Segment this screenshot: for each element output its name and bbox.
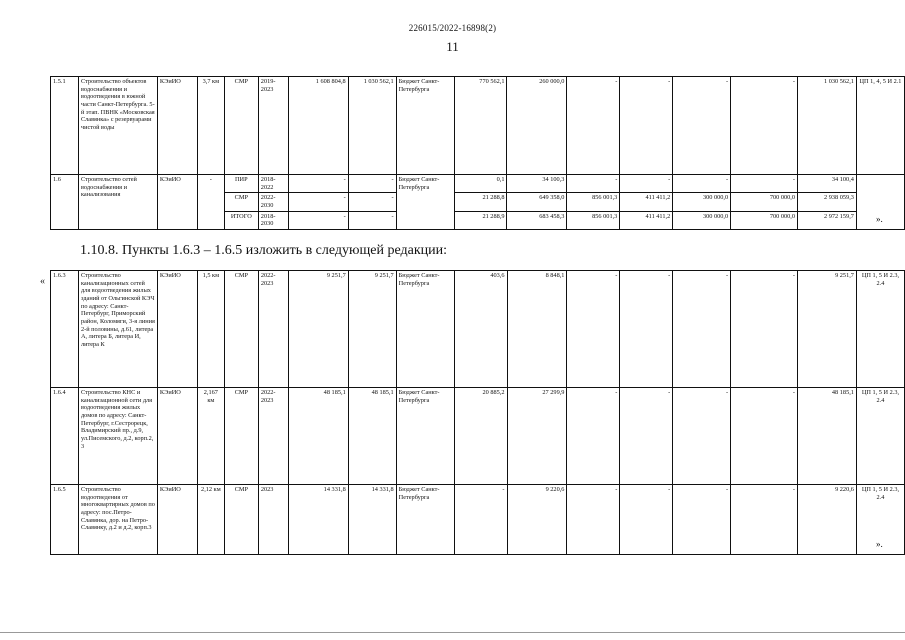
row-type: ПИР [224, 175, 258, 193]
row-year-6: 700 000,0 [731, 193, 798, 211]
row-year-6: - [731, 388, 798, 485]
table-row [51, 388, 905, 485]
row-total: 48 185,1 [288, 388, 348, 485]
row-year-1: 770 562,1 [454, 77, 507, 175]
table-row [51, 77, 905, 175]
row-year-5: - [673, 77, 731, 175]
row-year-6: - [731, 175, 798, 193]
row-capacity: 2,12 км [197, 485, 224, 555]
row-year-5: 300 000,0 [673, 193, 731, 211]
table-row [51, 175, 905, 193]
row-period: 2022-2030 [258, 193, 288, 211]
row-source: Бюджет Санкт-Петербурга [396, 77, 454, 175]
program-table-continued [50, 76, 905, 230]
row-ref: ЦП 1, 5 И 2.3, 2.4 [856, 388, 904, 485]
row-total: - [288, 211, 348, 229]
row-capacity: 1,5 км [197, 271, 224, 388]
row-year-4: - [620, 175, 673, 193]
row-org: КЭиИО [157, 485, 197, 555]
row-year-1: 403,6 [454, 271, 507, 388]
row-name: Строительство объектов водоснабжения и водоотведения в южной части Санкт-Петербурга. 5-й этап. ПВНК «Московская Славянка» с резервуарами чистой воды [78, 77, 157, 175]
row-code: 1.5.1 [51, 77, 79, 175]
row-type: СМР [224, 271, 258, 388]
row-year-3: - [567, 77, 620, 175]
row-year-1: - [454, 485, 507, 555]
row-year-1: 0,1 [454, 175, 507, 193]
row-year-6: - [731, 77, 798, 175]
row-type: СМР [224, 193, 258, 211]
row-org: КЭиИО [157, 175, 197, 230]
row-total: 1 608 804,8 [288, 77, 348, 175]
row-year-2: 260 000,0 [507, 77, 567, 175]
row-org: КЭиИО [157, 388, 197, 485]
program-table-amended [50, 270, 905, 555]
row-ref: ЦП 1, 5 И 2.3, 2.4 [856, 485, 904, 555]
row-budget-sum: - [348, 193, 396, 211]
row-year-3: - [567, 271, 620, 388]
row-capacity: - [197, 175, 224, 230]
table-row [51, 485, 905, 555]
row-code: 1.6.5 [51, 485, 79, 555]
row-capacity: 2,167 км [197, 388, 224, 485]
scan-edge-line [0, 632, 905, 633]
row-type: ИТОГО [224, 211, 258, 229]
row-budget-sum: 48 185,1 [348, 388, 396, 485]
row-year-4: 411 411,2 [620, 211, 673, 229]
row-year-1: 20 885,2 [454, 388, 507, 485]
row-source: Бюджет Санкт-Петербурга [396, 388, 454, 485]
row-org: КЭиИО [157, 271, 197, 388]
row-year-2: 8 848,1 [507, 271, 567, 388]
row-year-6: - [731, 271, 798, 388]
row-ref: ЦП 1, 4, 5 И 2.1 [856, 77, 904, 175]
row-year-1: 21 288,9 [454, 211, 507, 229]
row-year-2: 34 100,3 [507, 175, 567, 193]
row-name: Строительство сетей водоснабжения и канализования [78, 175, 157, 230]
row-sum: 1 030 562,1 [798, 77, 857, 175]
closing-quote: ». [876, 539, 883, 549]
row-year-3: 856 001,3 [567, 211, 620, 229]
row-budget-sum: 14 331,8 [348, 485, 396, 555]
row-year-2: 27 299,9 [507, 388, 567, 485]
row-ref: ЦП 1, 5 И 2.3, 2.4 [856, 271, 904, 388]
page-number: 11 [446, 39, 459, 54]
row-year-4: - [620, 271, 673, 388]
row-period: 2019-2023 [258, 77, 288, 175]
row-year-5: - [673, 271, 731, 388]
row-sum: 9 220,6 [798, 485, 857, 555]
row-sum: 48 185,1 [798, 388, 857, 485]
row-year-3: - [567, 175, 620, 193]
opening-quote: « [40, 276, 45, 287]
row-year-2: 9 220,6 [507, 485, 567, 555]
row-total: 14 331,8 [288, 485, 348, 555]
row-source: Бюджет Санкт-Петербурга [396, 485, 454, 555]
row-budget-sum: - [348, 175, 396, 193]
row-name: Строительство водоотведения от многоквартирных домов по адресу: пос.Петро-Славянка, дор. на Петро-Славянку, д.2 и д.2, корп.3 [78, 485, 157, 555]
row-budget-sum: 1 030 562,1 [348, 77, 396, 175]
row-type: СМР [224, 77, 258, 175]
row-year-4: 411 411,2 [620, 193, 673, 211]
row-year-6: 700 000,0 [731, 211, 798, 229]
row-source: Бюджет Санкт-Петербурга [396, 271, 454, 388]
row-period: 2018-2030 [258, 211, 288, 229]
row-period: 2023 [258, 485, 288, 555]
row-type: СМР [224, 388, 258, 485]
row-year-5: - [673, 485, 731, 555]
row-year-2: 683 458,3 [507, 211, 567, 229]
row-name: Строительство КНС и канализационной сети для водоотведения жилых домов по адресу: Санкт-Петербург, г.Сестрорецк, Владимирский пр., д.9, ул.Писемского, д.2, корп.2, 3 [78, 388, 157, 485]
row-total: 9 251,7 [288, 271, 348, 388]
section-heading: 1.10.8. Пункты 1.6.3 – 1.6.5 изложить в следующей редакции: [80, 243, 448, 258]
row-total: - [288, 175, 348, 193]
row-year-5: - [673, 388, 731, 485]
row-year-3: - [567, 485, 620, 555]
table-row [51, 271, 905, 388]
row-year-4: - [620, 77, 673, 175]
row-name: Строительство канализационных сетей для водоотведения жилых зданий от Ольгинской КЭЧ по адресу: Санкт-Петербург, Приморский район, Коломяги, 3-я линия 2-й половины, д.61, литера А, литера Б, литера И, литера К [78, 271, 157, 388]
row-sum: 2 938 059,3 [798, 193, 857, 211]
row-budget-sum: - [348, 211, 396, 229]
row-period: 2022-2023 [258, 271, 288, 388]
row-period: 2018-2022 [258, 175, 288, 193]
row-code: 1.6 [51, 175, 79, 230]
row-year-4: - [620, 388, 673, 485]
row-source: Бюджет Санкт-Петербурга [396, 175, 454, 230]
row-year-1: 21 288,8 [454, 193, 507, 211]
row-type: СМР [224, 485, 258, 555]
row-budget-sum: 9 251,7 [348, 271, 396, 388]
row-year-2: 649 358,0 [507, 193, 567, 211]
row-capacity: 3,7 км [197, 77, 224, 175]
closing-quote: ». [876, 214, 883, 224]
row-year-3: 856 001,3 [567, 193, 620, 211]
row-year-3: - [567, 388, 620, 485]
row-period: 2022-2023 [258, 388, 288, 485]
row-year-6: - [731, 485, 798, 555]
row-sum: 34 100,4 [798, 175, 857, 193]
row-code: 1.6.4 [51, 388, 79, 485]
row-sum: 9 251,7 [798, 271, 857, 388]
row-total: - [288, 193, 348, 211]
row-year-5: - [673, 175, 731, 193]
document-number: 226015/2022-16898(2) [408, 23, 497, 33]
row-org: КЭиИО [157, 77, 197, 175]
row-code: 1.6.3 [51, 271, 79, 388]
row-year-5: 300 000,0 [673, 211, 731, 229]
row-sum: 2 972 159,7 [798, 211, 857, 229]
row-year-4: - [620, 485, 673, 555]
